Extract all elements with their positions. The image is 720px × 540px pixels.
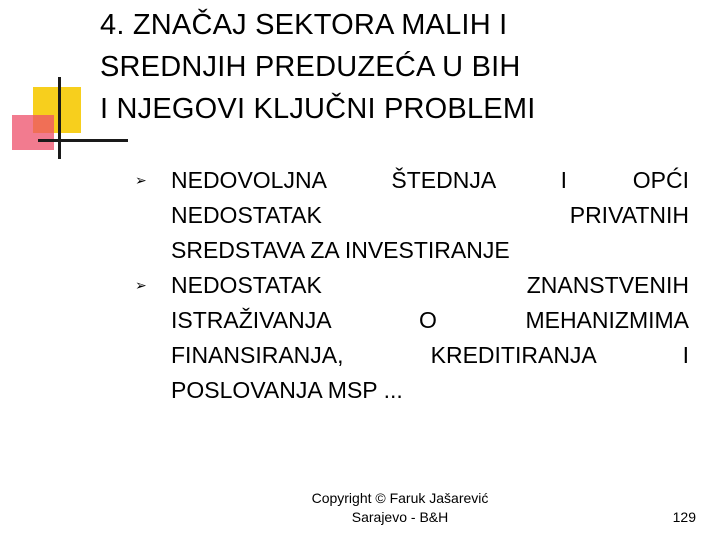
bullet-item-2 xyxy=(135,268,689,408)
bullet-list xyxy=(135,163,689,408)
bullet-2-line-2: ISTRAŽIVANJA O MEHANIZMIMA xyxy=(171,307,689,333)
arrow-bullet-icon: ➢ xyxy=(135,172,147,188)
corner-ornament xyxy=(0,0,90,170)
arrow-bullet-icon: ➢ xyxy=(135,277,147,293)
copyright-line: Copyright © Faruk Jašarević xyxy=(311,490,489,506)
bullet-text-1 xyxy=(171,163,689,268)
slide-title-line-3: I NJEGOVI KLJUČNI PROBLEMI xyxy=(100,93,536,125)
bullet-2-line-3: FINANSIRANJA, KREDITIRANJA I xyxy=(171,342,689,368)
slide-title-line-2: SREDNJIH PREDUZEĆA U BIH xyxy=(100,51,521,83)
ornament-horizontal-line xyxy=(38,139,128,142)
bullet-text-2 xyxy=(171,268,689,408)
copyright-footer xyxy=(250,489,550,527)
bullet-item-1 xyxy=(135,163,689,268)
bullet-1-line-2: NEDOSTATAK PRIVATNIH xyxy=(171,202,689,228)
slide-title-line-1: 4. ZNAČAJ SEKTORA MALIH I xyxy=(100,9,508,41)
bullet-1-line-3: SREDSTAVA ZA INVESTIRANJE xyxy=(171,237,510,263)
location-line: Sarajevo - B&H xyxy=(351,509,449,525)
bullet-2-line-4: POSLOVANJA MSP ... xyxy=(171,377,403,403)
page-number: 129 xyxy=(672,509,696,525)
bullet-1-line-1: NEDOVOLJNA ŠTEDNJA I OPĆI xyxy=(171,167,689,193)
bullet-2-line-1: NEDOSTATAK ZNANSTVENIH xyxy=(171,272,689,298)
slide-title xyxy=(100,4,700,130)
ornament-vertical-line xyxy=(58,77,61,159)
ornament-red-square xyxy=(12,115,54,150)
